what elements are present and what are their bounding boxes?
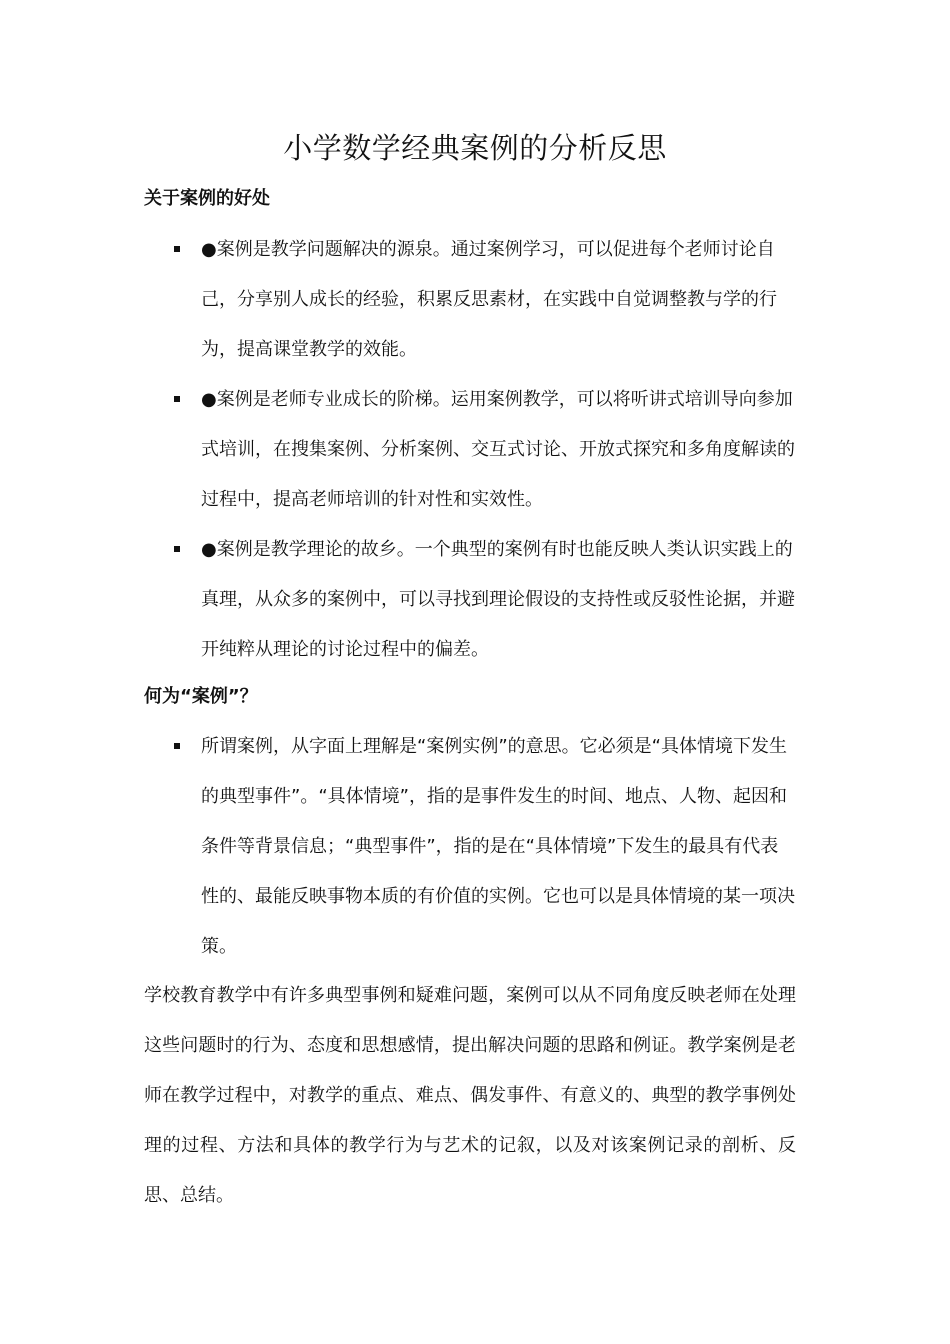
list-item-text: 所谓案例，从字面上理解是“案例实例”的意思。它必须是“具体情境下发生的典型事件”。“具体情境”，指的是事件发生的时间、地点、人物、起因和条件等背景信息；“典型事件”，指的是在“具体情境”下发生的最具有代表性的、最能反映事物本质的有价值的实例。它也可以是具体情境的某一项决策。	[201, 736, 795, 957]
body-paragraph: 学校教育教学中有许多典型事例和疑难问题，案例可以从不同角度反映老师在处理这些问题时的行为、态度和思想感情，提出解决问题的思路和例证。教学案例是老师在教学过程中，对教学的重点、难点、偶发事件、有意义的、典型的教学事例处理的过程、方法和具体的教学行为与艺术的记叙，以及对该案例记录的剖析、反思、总结。	[144, 985, 796, 1206]
section-heading-benefits: 关于案例的好处	[144, 188, 270, 209]
list-item-text: ●案例是老师专业成长的阶梯。运用案例教学，可以将听讲式培训导向参加式培训，在搜集案例、分析案例、交互式讨论、开放式探究和多角度解读的过程中，提高老师培训的针对性和实效性。	[201, 389, 795, 510]
square-bullet-icon	[174, 546, 180, 552]
list-item	[144, 375, 795, 525]
list-item	[144, 525, 795, 675]
square-bullet-icon	[174, 246, 180, 252]
list-item-text: ●案例是教学理论的故乡。一个典型的案例有时也能反映人类认识实践上的真理，从众多的案例中，可以寻找到理论假设的支持性或反驳性论据，并避开纯粹从理论的讨论过程中的偏差。	[201, 539, 795, 660]
definition-list	[144, 722, 806, 972]
list-item	[144, 225, 795, 375]
square-bullet-icon	[174, 396, 180, 402]
square-bullet-icon	[174, 743, 180, 749]
benefits-list	[144, 225, 806, 675]
list-item-text: ●案例是教学问题解决的源泉。通过案例学习，可以促进每个老师讨论自己，分享别人成长的经验，积累反思素材，在实践中自觉调整教与学的行为，提高课堂教学的效能。	[201, 239, 777, 360]
document-title: 小学数学经典案例的分析反思	[283, 131, 667, 165]
section-heading-definition: 何为“案例”？	[144, 686, 258, 707]
list-item	[144, 722, 795, 972]
